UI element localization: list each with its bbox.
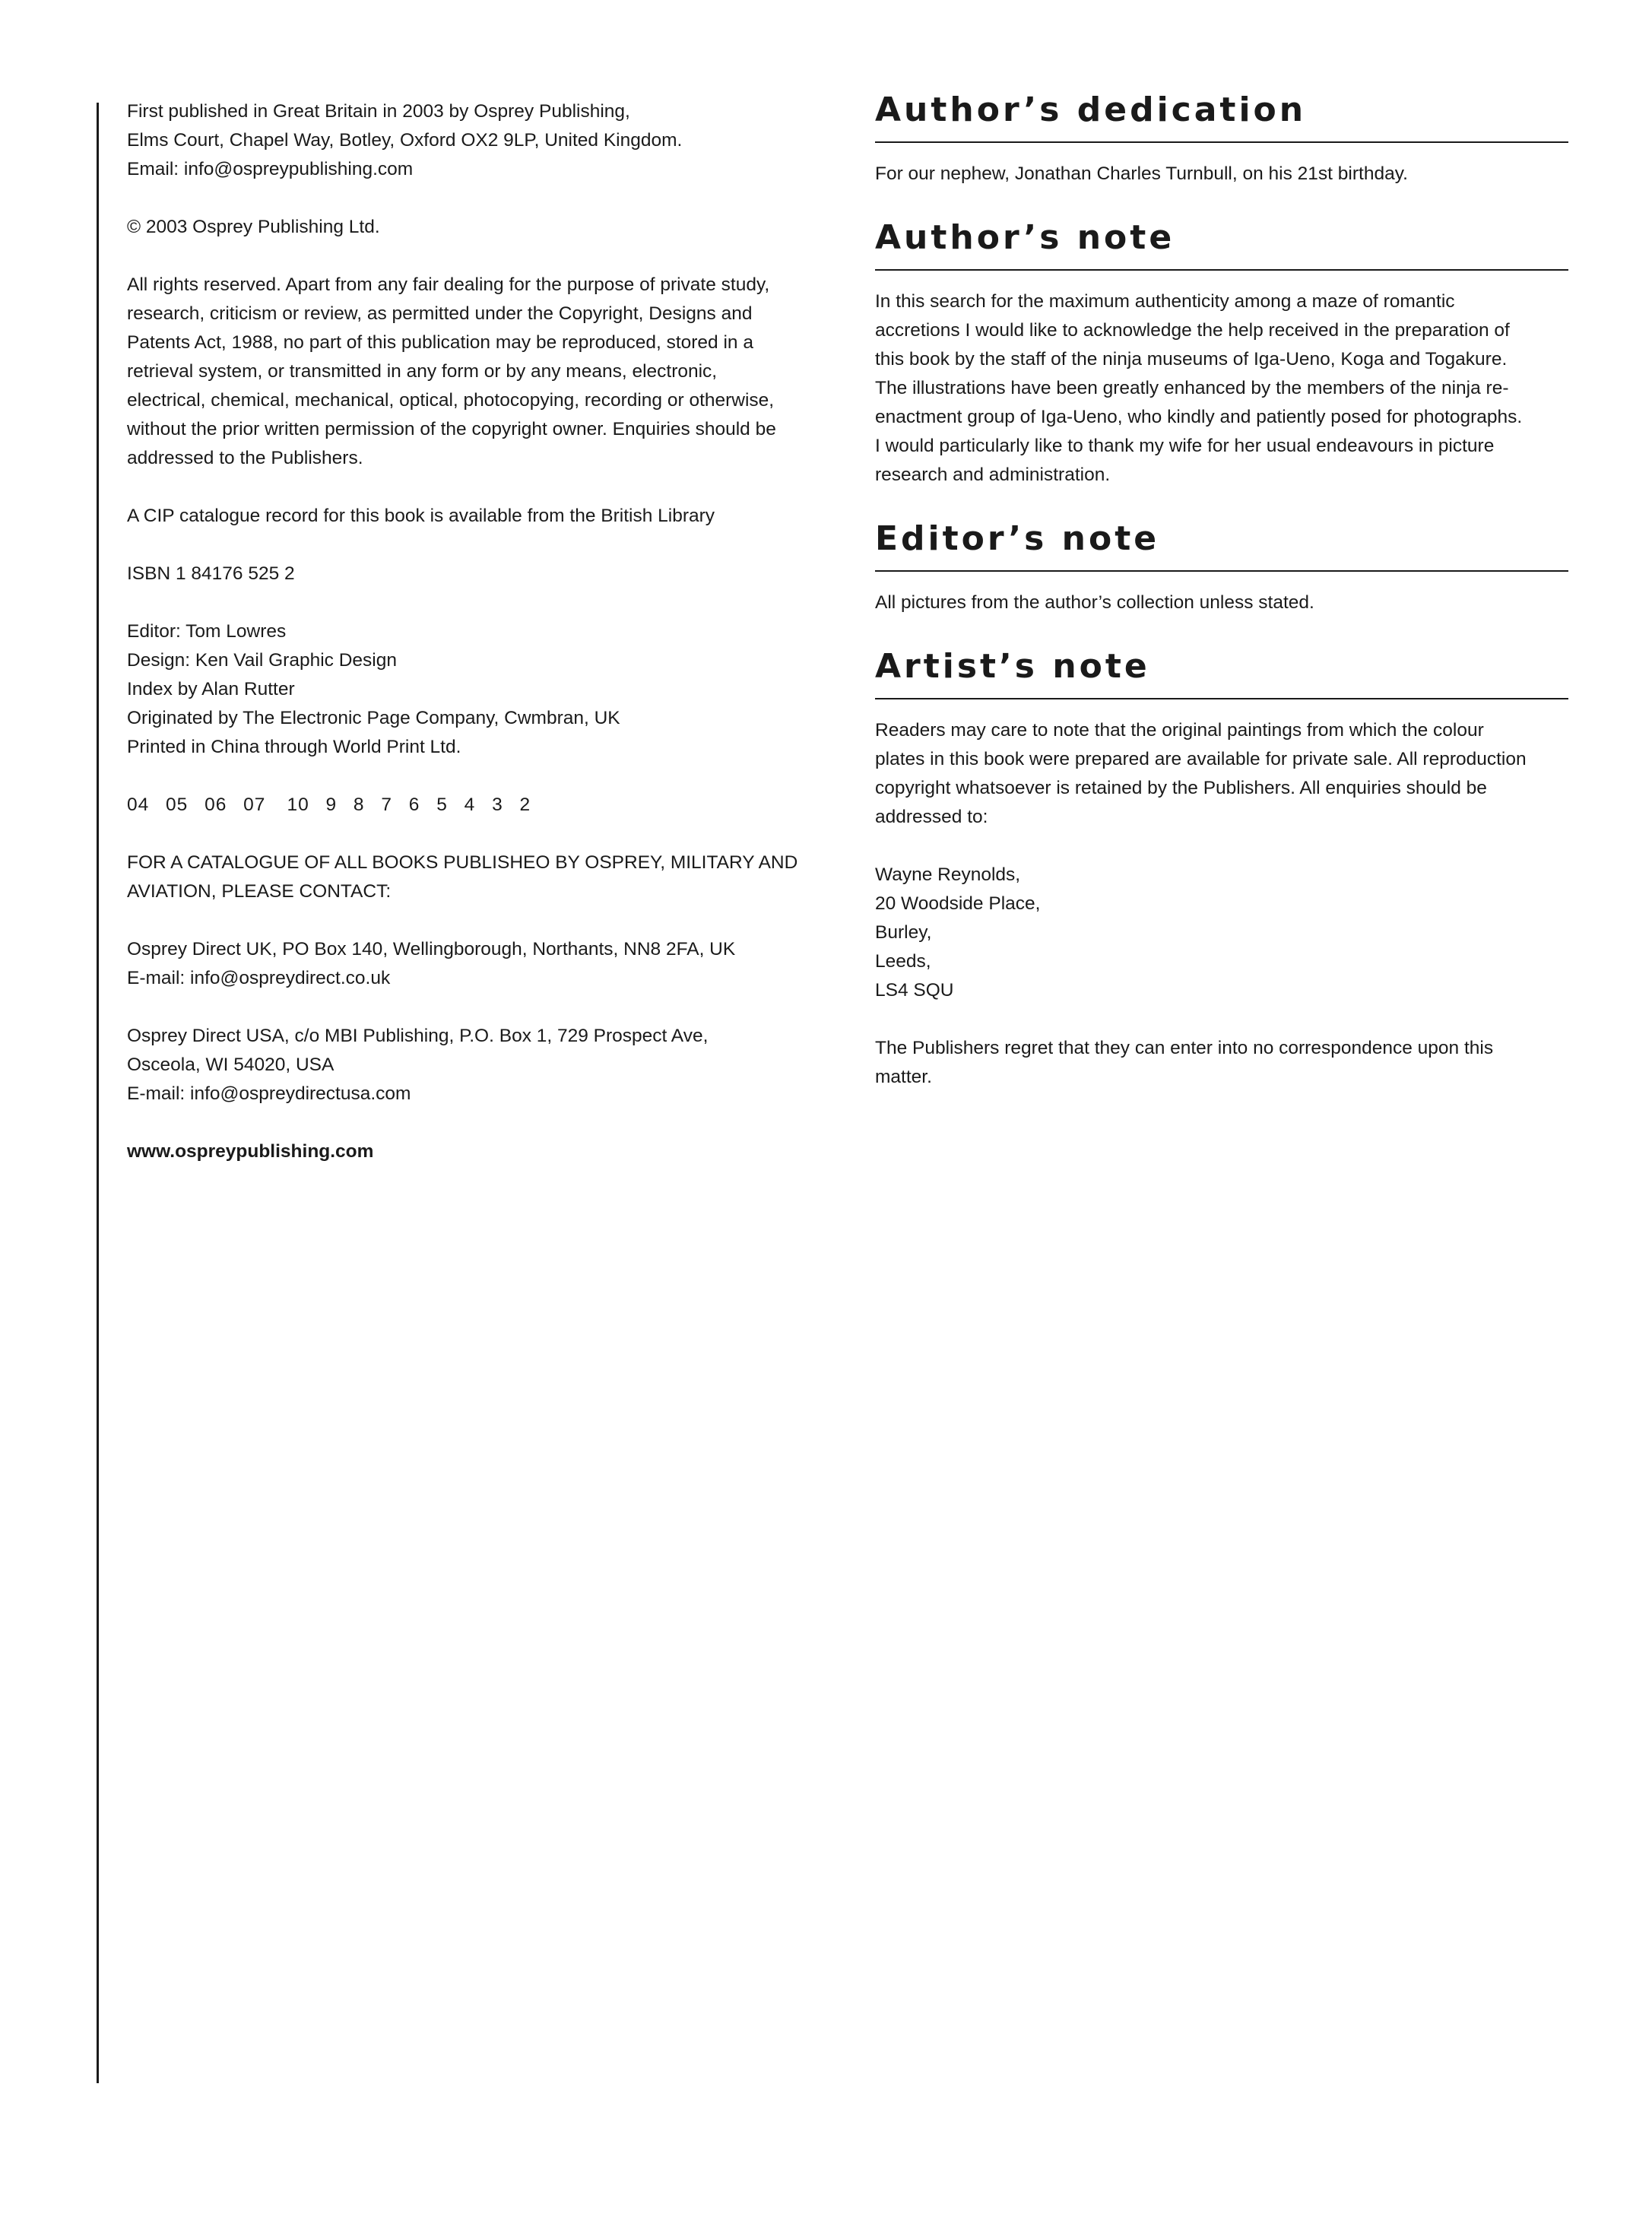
rights-line: All rights reserved. Apart from any fair dealing for the purpose of private study, xyxy=(127,274,770,295)
rights-line: retrieval system, or transmitted in any form or by any means, electronic, xyxy=(127,361,718,382)
index-credit: Index by Alan Rutter xyxy=(127,679,295,699)
copyright-notice: © 2003 Osprey Publishing Ltd. xyxy=(127,217,380,237)
print-years: 04 05 06 07 xyxy=(127,795,266,815)
artist-note-heading: Artist’s note xyxy=(875,647,1150,686)
artist-note-line: copyright whatsoever is retained by the Publishers. All enquiries should be xyxy=(875,778,1487,798)
closing-line: matter. xyxy=(875,1067,932,1087)
author-note-line: this book by the staff of the ninja museums of Iga-Ueno, Koga and Togakure. xyxy=(875,349,1508,370)
author-note-line: enactment group of Iga-Ueno, who kindly and patiently posed for photographs. xyxy=(875,407,1523,427)
print-run: 10 9 8 7 6 5 4 3 2 xyxy=(287,795,531,815)
address-postcode: LS4 SQU xyxy=(875,980,954,1001)
closing-line: The Publishers regret that they can enter into no correspondence upon this xyxy=(875,1038,1494,1058)
publisher-line: First published in Great Britain in 2003 by Osprey Publishing, xyxy=(127,101,630,122)
print-run-line xyxy=(127,791,834,820)
rights-line: without the prior written permission of the copyright owner. Enquiries should be xyxy=(127,419,776,439)
author-note-heading: Author’s note xyxy=(875,218,1175,257)
author-note-text xyxy=(875,287,1568,490)
origination-credit: Originated by The Electronic Page Company, Cwmbran, UK xyxy=(127,708,620,728)
rights-line: electrical, chemical, mechanical, optical, photocopying, recording or otherwise, xyxy=(127,390,775,411)
catalogue-block xyxy=(127,848,834,906)
heading-rule xyxy=(875,141,1568,143)
notes-column xyxy=(875,90,1568,1121)
catalogue-line: AVIATION, PLEASE CONTACT: xyxy=(127,881,392,902)
isbn: ISBN 1 84176 525 2 xyxy=(127,563,295,584)
publisher-email: Email: info@ospreypublishing.com xyxy=(127,159,414,179)
dedication-text: For our nephew, Jonathan Charles Turnbull, on his 21st birthday. xyxy=(875,163,1408,184)
heading-rule xyxy=(875,698,1568,699)
heading-rule xyxy=(875,570,1568,572)
rights-line: Patents Act, 1988, no part of this publication may be reproduced, stored in a xyxy=(127,332,753,353)
author-note-line: I would particularly like to thank my wife for her usual endeavours in picture xyxy=(875,436,1495,456)
editor-credit: Editor: Tom Lowres xyxy=(127,621,287,642)
printer-credit: Printed in China through World Print Ltd. xyxy=(127,737,461,757)
artist-note-line: plates in this book were prepared are available for private sale. All reproduction xyxy=(875,749,1527,769)
imprint-column xyxy=(127,97,834,1166)
website-link[interactable]: www.ospreypublishing.com xyxy=(127,1141,374,1162)
author-note-section xyxy=(875,217,1568,490)
dedication-heading: Author’s dedication xyxy=(875,90,1307,129)
address-line: Leeds, xyxy=(875,951,931,972)
address-line: Burley, xyxy=(875,922,932,943)
publisher-block xyxy=(127,97,834,184)
uk-email: E-mail: info@ospreydirect.co.uk xyxy=(127,968,391,988)
editor-note-heading: Editor’s note xyxy=(875,519,1160,558)
editor-note-text: All pictures from the author’s collection unless stated. xyxy=(875,592,1314,613)
author-note-line: In this search for the maximum authenticity among a maze of romantic xyxy=(875,291,1455,312)
artist-note-section xyxy=(875,646,1568,1092)
artist-note-line: addressed to: xyxy=(875,807,988,827)
usa-address: Osprey Direct USA, c/o MBI Publishing, P.O. Box 1, 729 Prospect Ave, xyxy=(127,1026,709,1046)
artist-note-line: Readers may care to note that the original paintings from which the colour xyxy=(875,720,1484,741)
rights-block xyxy=(127,271,834,473)
usa-contact-block xyxy=(127,1022,834,1108)
cip-notice: A CIP catalogue record for this book is available from the British Library xyxy=(127,506,715,526)
author-note-line: research and administration. xyxy=(875,465,1111,485)
artist-note-intro xyxy=(875,716,1568,832)
artist-address xyxy=(875,861,1568,1005)
artist-note-closing xyxy=(875,1034,1568,1092)
uk-contact-block xyxy=(127,935,834,993)
rights-line: addressed to the Publishers. xyxy=(127,448,363,468)
heading-rule xyxy=(875,269,1568,271)
uk-address: Osprey Direct UK, PO Box 140, Wellingborough, Northants, NN8 2FA, UK xyxy=(127,939,736,959)
catalogue-line: FOR A CATALOGUE OF ALL BOOKS PUBLISHEO BY OSPREY, MILITARY AND xyxy=(127,852,798,873)
design-credit: Design: Ken Vail Graphic Design xyxy=(127,650,397,671)
address-line: 20 Woodside Place, xyxy=(875,893,1041,914)
rights-line: research, criticism or review, as permitted under the Copyright, Designs and xyxy=(127,303,753,324)
author-note-line: accretions I would like to acknowledge the help received in the preparation of xyxy=(875,320,1510,341)
usa-email: E-mail: info@ospreydirectusa.com xyxy=(127,1083,411,1104)
credits-block xyxy=(127,617,834,762)
usa-address: Osceola, WI 54020, USA xyxy=(127,1055,335,1075)
artist-name: Wayne Reynolds, xyxy=(875,864,1021,885)
author-note-line: The illustrations have been greatly enhanced by the members of the ninja re- xyxy=(875,378,1509,398)
dedication-section xyxy=(875,90,1568,189)
publisher-address: Elms Court, Chapel Way, Botley, Oxford OX2 9LP, United Kingdom. xyxy=(127,130,683,151)
margin-rule xyxy=(97,103,99,2083)
editor-note-section xyxy=(875,519,1568,617)
